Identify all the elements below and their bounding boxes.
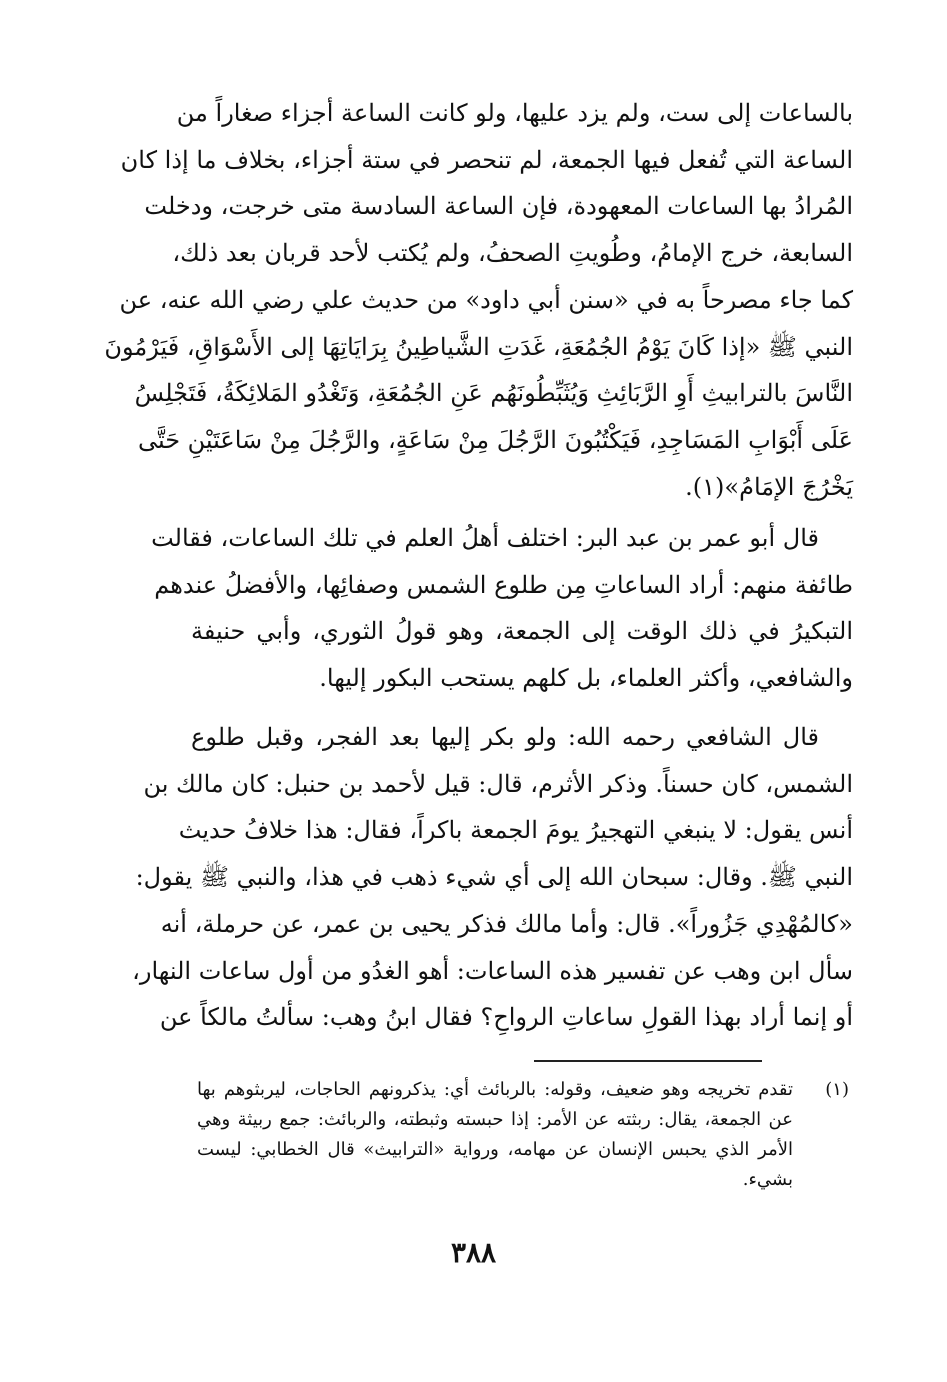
text-line: كما جاء مصرحاً به في «سنن أبي داود» من حديث علي رضي الله عنه، عن [119,285,853,314]
text-line: والشافعي، وأكثر العلماء، بل كلهم يستحب البكور إليها. [319,664,853,693]
footnote-line: الأمر الذي يحبس الإنسان عن مهامه، ورواية «الترابيث» قال الخطابي: ليست [197,1139,793,1160]
footnote-separator [534,1060,762,1062]
text-line: أنس يقول: لا ينبغي التهجيرُ يومَ الجمعة باكراً، فقال: هذا خلافُ حديث [178,816,853,845]
footnote-line: عن الجمعة، يقال: ربثته عن الأمر: إذا حبسته وثبطته، والربائث: جمع ربيثة وهي [197,1109,793,1130]
text-line: سأل ابن وهب عن تفسير هذه الساعات: أهو الغدُو من أول ساعات النهار، [132,956,853,985]
text-line: المُرادُ بها الساعات المعهودة، فإن الساعة السادسة متى خرجت، ودخلت [144,192,853,221]
footnote-text: تقدم تخريجه وهو ضعيف، وقوله: بالربائث أي: يذكرونهم الحاجات، ليربثوهم بها [197,1079,793,1100]
text-line: النبي ﷺ. وقال: سبحان الله إلى أي شيء ذهب في هذا، والنبي ﷺ يقول: [135,863,853,892]
page-number: ٣٨٨ [450,1236,497,1269]
text-line: التبكيرُ في ذلك الوقت إلى الجمعة، وهو قولُ الثوري، وأبي حنيفة [191,617,853,646]
text-line: قال أبو عمر بن عبد البر: اختلف أهلُ العلم في تلك الساعات، فقالت [151,524,819,552]
text-line: بالساعات إلى ست، ولم يزد عليها، ولو كانت الساعة أجزاء صغاراً من [176,99,853,127]
text-line: الساعة التي تُفعل فيها الجمعة، لم تنحصر في ستة أجزاء، بخلاف ما إذا كان [120,145,853,174]
paragraph-3 [132,714,853,1041]
footnote-line: بشيء. [742,1169,793,1190]
text-line: أو إنما أراد بهذا القولِ ساعاتِ الرواحِ؟ فقال ابنُ وهب: سألتُ مالكاً عن [159,1003,853,1032]
text-line: الشمس، كان حسناً. وذكر الأثرم، قال: قيل لأحمد بن حنبل: كان مالك بن [143,769,853,798]
paragraph-1 [104,90,853,510]
footnotes [197,1075,849,1195]
text-line: طائفة منهم: أراد الساعاتِ مِن طلوع الشمس وصفائِها، والأفضلُ عندهم [154,570,853,599]
footnote-line [197,1075,849,1105]
text-line: النبي ﷺ «إذا كَانَ يَوْمُ الجُمُعَةِ، غَدَتِ الشَّياطِينُ بِرَايَاتِهَا إلى الأَسْوَاقِ، فَيَرْمُونَ [104,332,853,361]
text-line: النَّاسَ بالترابيثِ أَوِ الرَّبَائِثِ وَيُثَبِّطُونَهُم عَنِ الجُمُعَةِ، وَتَغْدُو المَلائِكَةُ، فَتَجْلِسُ [134,379,853,408]
text-line: السابعة، خرج الإمامُ، وطُويتِ الصحفُ، ولم يُكتب لأحد قربان بعد ذلك، [172,239,853,268]
text-line: يَخْرُجَ الإمَامُ»(١). [685,472,853,501]
text-line: «كالمُهْدِي جَزُوراً». قال: وأما مالك فذكر يحيى بن عمر، عن حرملة، أنه [160,909,853,938]
paragraph-2 [151,515,853,702]
footnote-marker: (١) [825,1079,849,1100]
text-line: قال الشافعي رحمه الله: ولو بكر إليها بعد الفجر، وقبل طلوع [191,723,819,751]
text-line: عَلَى أَبْوَابِ المَسَاجِدِ، فَيَكْتُبُونَ الرَّجُلَ مِنْ سَاعَةٍ، والرَّجُلَ مِنْ سَاعَتَيْنِ حَتَّى [137,425,853,454]
